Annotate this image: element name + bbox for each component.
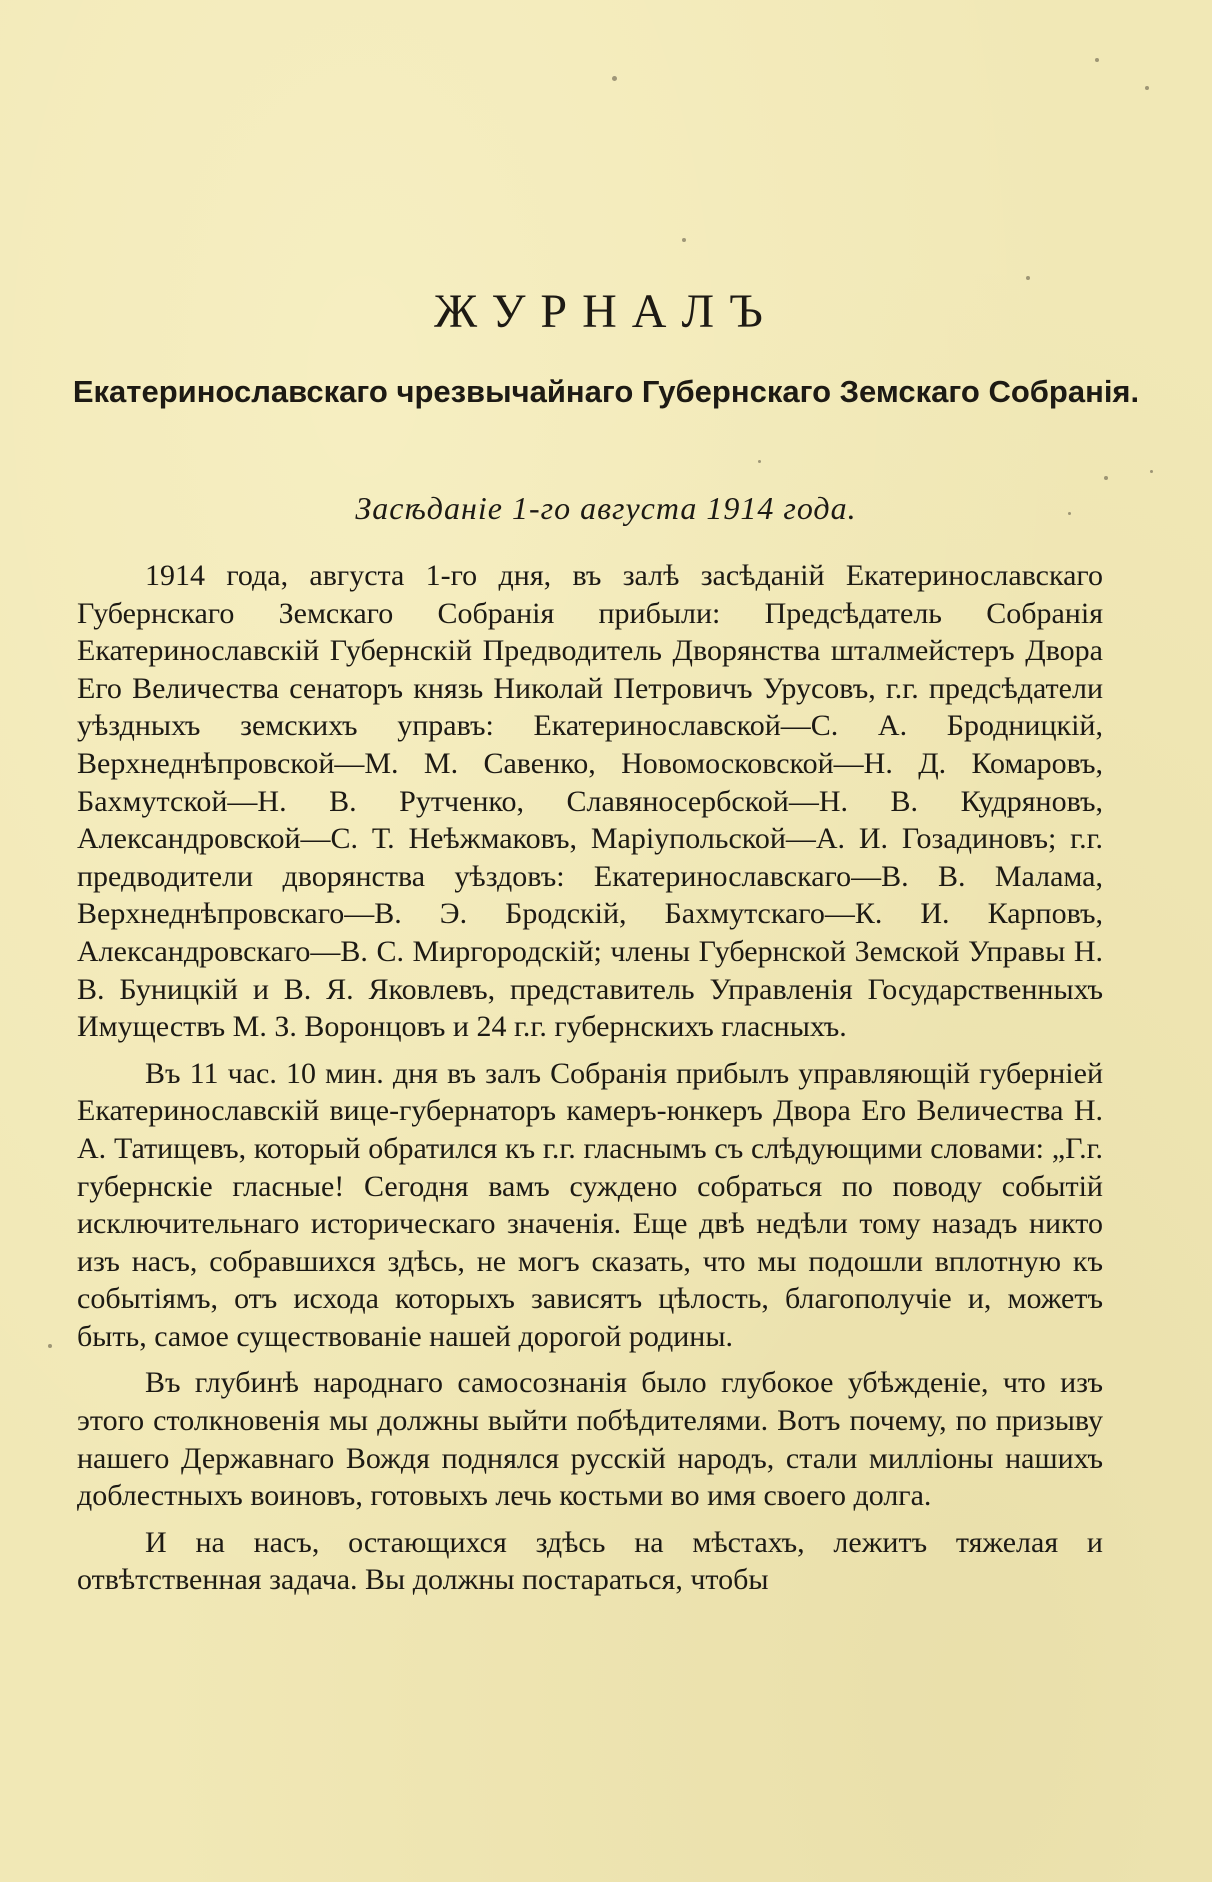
session-date: Засѣданіе 1-го августа 1914 года. (355, 490, 857, 526)
paper-speck (1104, 476, 1108, 480)
document-body (77, 557, 1103, 1608)
paper-speck (1145, 86, 1149, 90)
paper-speck (612, 76, 617, 81)
body-paragraph: Въ глубинѣ народнаго самосознанія было глубокое убѣжденіе, что изъ этого столкновенія мы должны выйти побѣдителями. Вотъ почему, по призыву нашего Державнаго Вождя поднялся русскій народъ, стали милліоны нашихъ доблестныхъ воиновъ, готовыхъ лечь костьми во имя своего долга. (77, 1366, 1103, 1513)
paper-speck (1026, 276, 1030, 280)
paper-speck (682, 238, 686, 242)
document-subtitle: Екатеринославскаго чрезвычайнаго Губернскаго Земскаго Собранія. (72, 374, 1140, 409)
body-paragraph: 1914 года, августа 1-го дня, въ залѣ засѣданій Екатеринославскаго Губернскаго Земскаго Собранія прибыли: Предсѣдатель Собранія Екатеринославскій Губернскій Предводитель Дворянства шталмейстеръ Двора Его Величества сенаторъ князь Николай Петровичъ Урусовъ, г.г. предсѣдатели уѣздныхъ земскихъ управъ: Екатеринославской—С. А. Бродницкій, Верхнеднѣпровской—М. М. Савенко, Новомосковской—Н. Д. Комаровъ, Бахмутской—Н. В. Рутченко, Славяносербской—Н. В. Кудряновъ, Александровской—С. Т. Неѣжмаковъ, Маріупольской—А. И. Гозадиновъ; г.г. предводители дворянства уѣздовъ: Екатеринославскаго—В. В. Малама, Верхнеднѣпровскаго—В. Э. Бродскій, Бахмутскаго—К. И. Карповъ, Александровскаго—В. С. Миргородскій; члены Губернской Земской Управы Н. В. Буницкій и В. Я. Яковлевъ, представитель Управленія Государственныхъ Имуществъ М. З. Воронцовъ и 24 г.г. губернскихъ гласныхъ. (77, 559, 1103, 1044)
paper-speck (48, 1344, 52, 1348)
document-title: ЖУРНАЛЪ (434, 285, 778, 338)
body-paragraph: Въ 11 час. 10 мин. дня въ залъ Собранія прибылъ управляющій губерніей Екатеринославскій вице-губернаторъ камеръ-юнкеръ Двора Его Величества Н. А. Татищевъ, который обратился къ г.г. гласнымъ съ слѣдующими словами: „Г.г. губернскіе гласные! Сегодня вамъ суждено собраться по поводу событій исключительнаго историческаго значенія. Еще двѣ недѣли тому назадъ никто изъ насъ, собравшихся здѣсь, не могъ сказать, что мы подошли вплотную къ событіямъ, отъ исхода которыхъ зависятъ цѣлость, благополучіе и, можетъ быть, самое существованіе нашей дорогой родины. (77, 1056, 1103, 1353)
body-paragraph: И на насъ, остающихся здѣсь на мѣстахъ, лежитъ тяжелая и отвѣтственная задача. Вы должны постараться, чтобы (77, 1525, 1103, 1597)
paper-speck (758, 460, 761, 463)
paper-speck (1095, 58, 1099, 62)
paper-speck (1150, 470, 1153, 473)
